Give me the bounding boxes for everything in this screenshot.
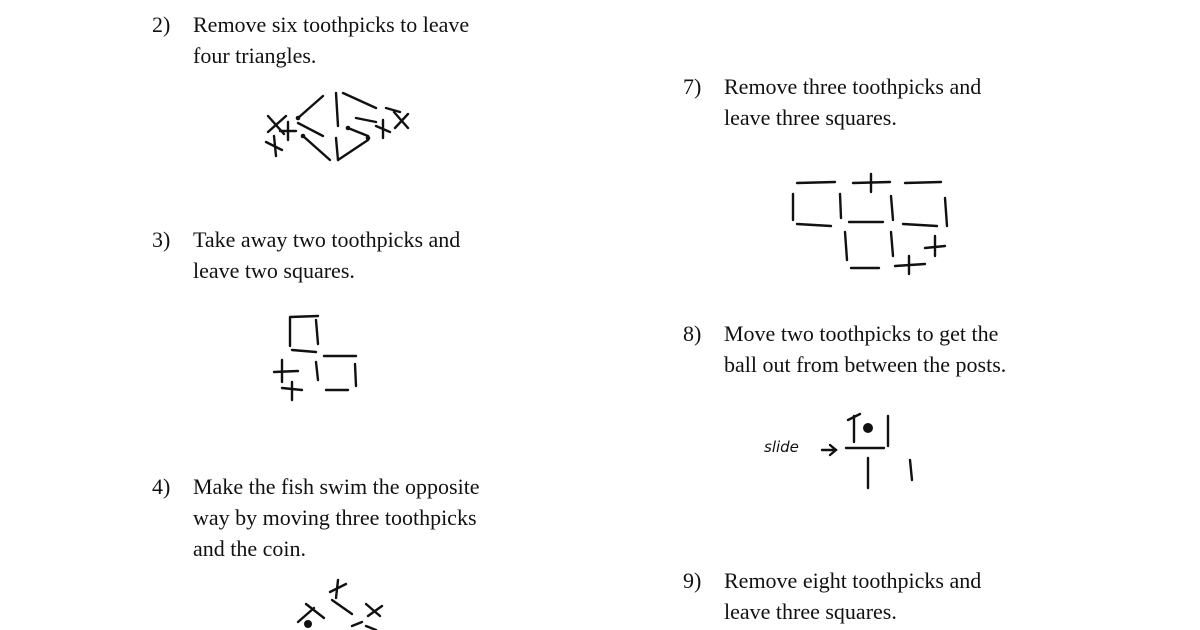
puzzle-number: 7) [683, 74, 702, 99]
puzzle-number: 2) [152, 12, 171, 37]
puzzle-line: ball out from between the posts. [724, 352, 1007, 377]
puzzle-line: Remove six toothpicks to leave [193, 12, 470, 37]
ball-posts-sketch [818, 408, 928, 493]
puzzle-text [724, 565, 981, 627]
puzzle-text [193, 9, 469, 71]
slide-annotation: slide [764, 438, 799, 456]
fish-sketch [286, 574, 396, 630]
puzzle-line: Take away two toothpicks and [193, 227, 461, 252]
puzzle-line: leave two squares. [193, 258, 355, 283]
puzzle-number: 3) [152, 227, 171, 252]
puzzle-text [193, 471, 480, 564]
puzzle-line: way by moving three toothpicks [193, 505, 477, 530]
puzzle-line: four triangles. [193, 43, 317, 68]
puzzle-line: Remove eight toothpicks and [724, 568, 982, 593]
puzzle-line: Move two toothpicks to get the [724, 321, 999, 346]
puzzle-text [724, 71, 981, 133]
puzzle-line: Make the fish swim the opposite [193, 474, 480, 499]
puzzle-text [724, 318, 1006, 380]
two-squares-sketch [268, 308, 368, 403]
puzzle-text [193, 224, 460, 286]
triangles-sketch [258, 88, 418, 168]
puzzle-line: Remove three toothpicks and [724, 74, 982, 99]
puzzle-line: and the coin. [193, 536, 307, 561]
three-squares-sketch [785, 170, 960, 280]
puzzle-number: 8) [683, 321, 702, 346]
puzzle-line: leave three squares. [724, 599, 897, 624]
puzzle-number: 9) [683, 568, 702, 593]
puzzle-number: 4) [152, 474, 171, 499]
puzzle-line: leave three squares. [724, 105, 897, 130]
